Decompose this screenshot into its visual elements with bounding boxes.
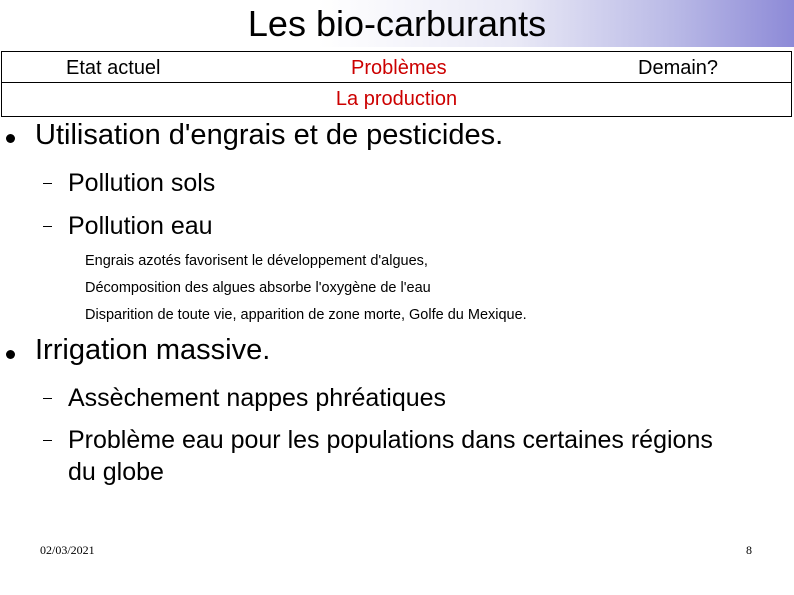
- sub-assechement: Assèchement nappes phréatiques: [68, 384, 447, 412]
- detail-decomposition: Décomposition des algues absorbe l'oxygène de l'eau: [85, 280, 431, 296]
- dash-icon: [43, 398, 52, 399]
- nav-subtab-row: [1, 83, 792, 117]
- nav-subtab-production[interactable]: La production: [335, 88, 458, 110]
- bullet-irrigation: Irrigation massive.: [35, 334, 271, 366]
- bullet-icon: [6, 350, 15, 359]
- sub-probleme-eau-cont: du globe: [68, 458, 164, 486]
- dash-icon: [43, 183, 52, 184]
- dash-icon: [43, 226, 52, 227]
- nav-tab-demain[interactable]: Demain?: [638, 57, 719, 79]
- footer-date: 02/03/2021: [40, 543, 95, 557]
- sub-pollution-eau: Pollution eau: [68, 212, 213, 240]
- nav-tab-etat-actuel[interactable]: Etat actuel: [66, 57, 161, 79]
- slide-title: Les bio-carburants: [247, 3, 547, 44]
- detail-engrais-azotes: Engrais azotés favorisent le développement d'algues,: [85, 253, 428, 269]
- nav-tabs: [1, 51, 792, 83]
- bullet-engrais: Utilisation d'engrais et de pesticides.: [35, 119, 504, 151]
- slide-number: 8: [746, 543, 752, 557]
- nav-tab-problemes[interactable]: Problèmes: [351, 57, 447, 79]
- dash-icon: [43, 440, 52, 441]
- sub-pollution-sols: Pollution sols: [68, 169, 216, 197]
- bullet-icon: [6, 134, 15, 143]
- sub-probleme-eau: Problème eau pour les populations dans certaines régions: [68, 426, 713, 454]
- detail-disparition: Disparition de toute vie, apparition de zone morte, Golfe du Mexique.: [85, 307, 527, 323]
